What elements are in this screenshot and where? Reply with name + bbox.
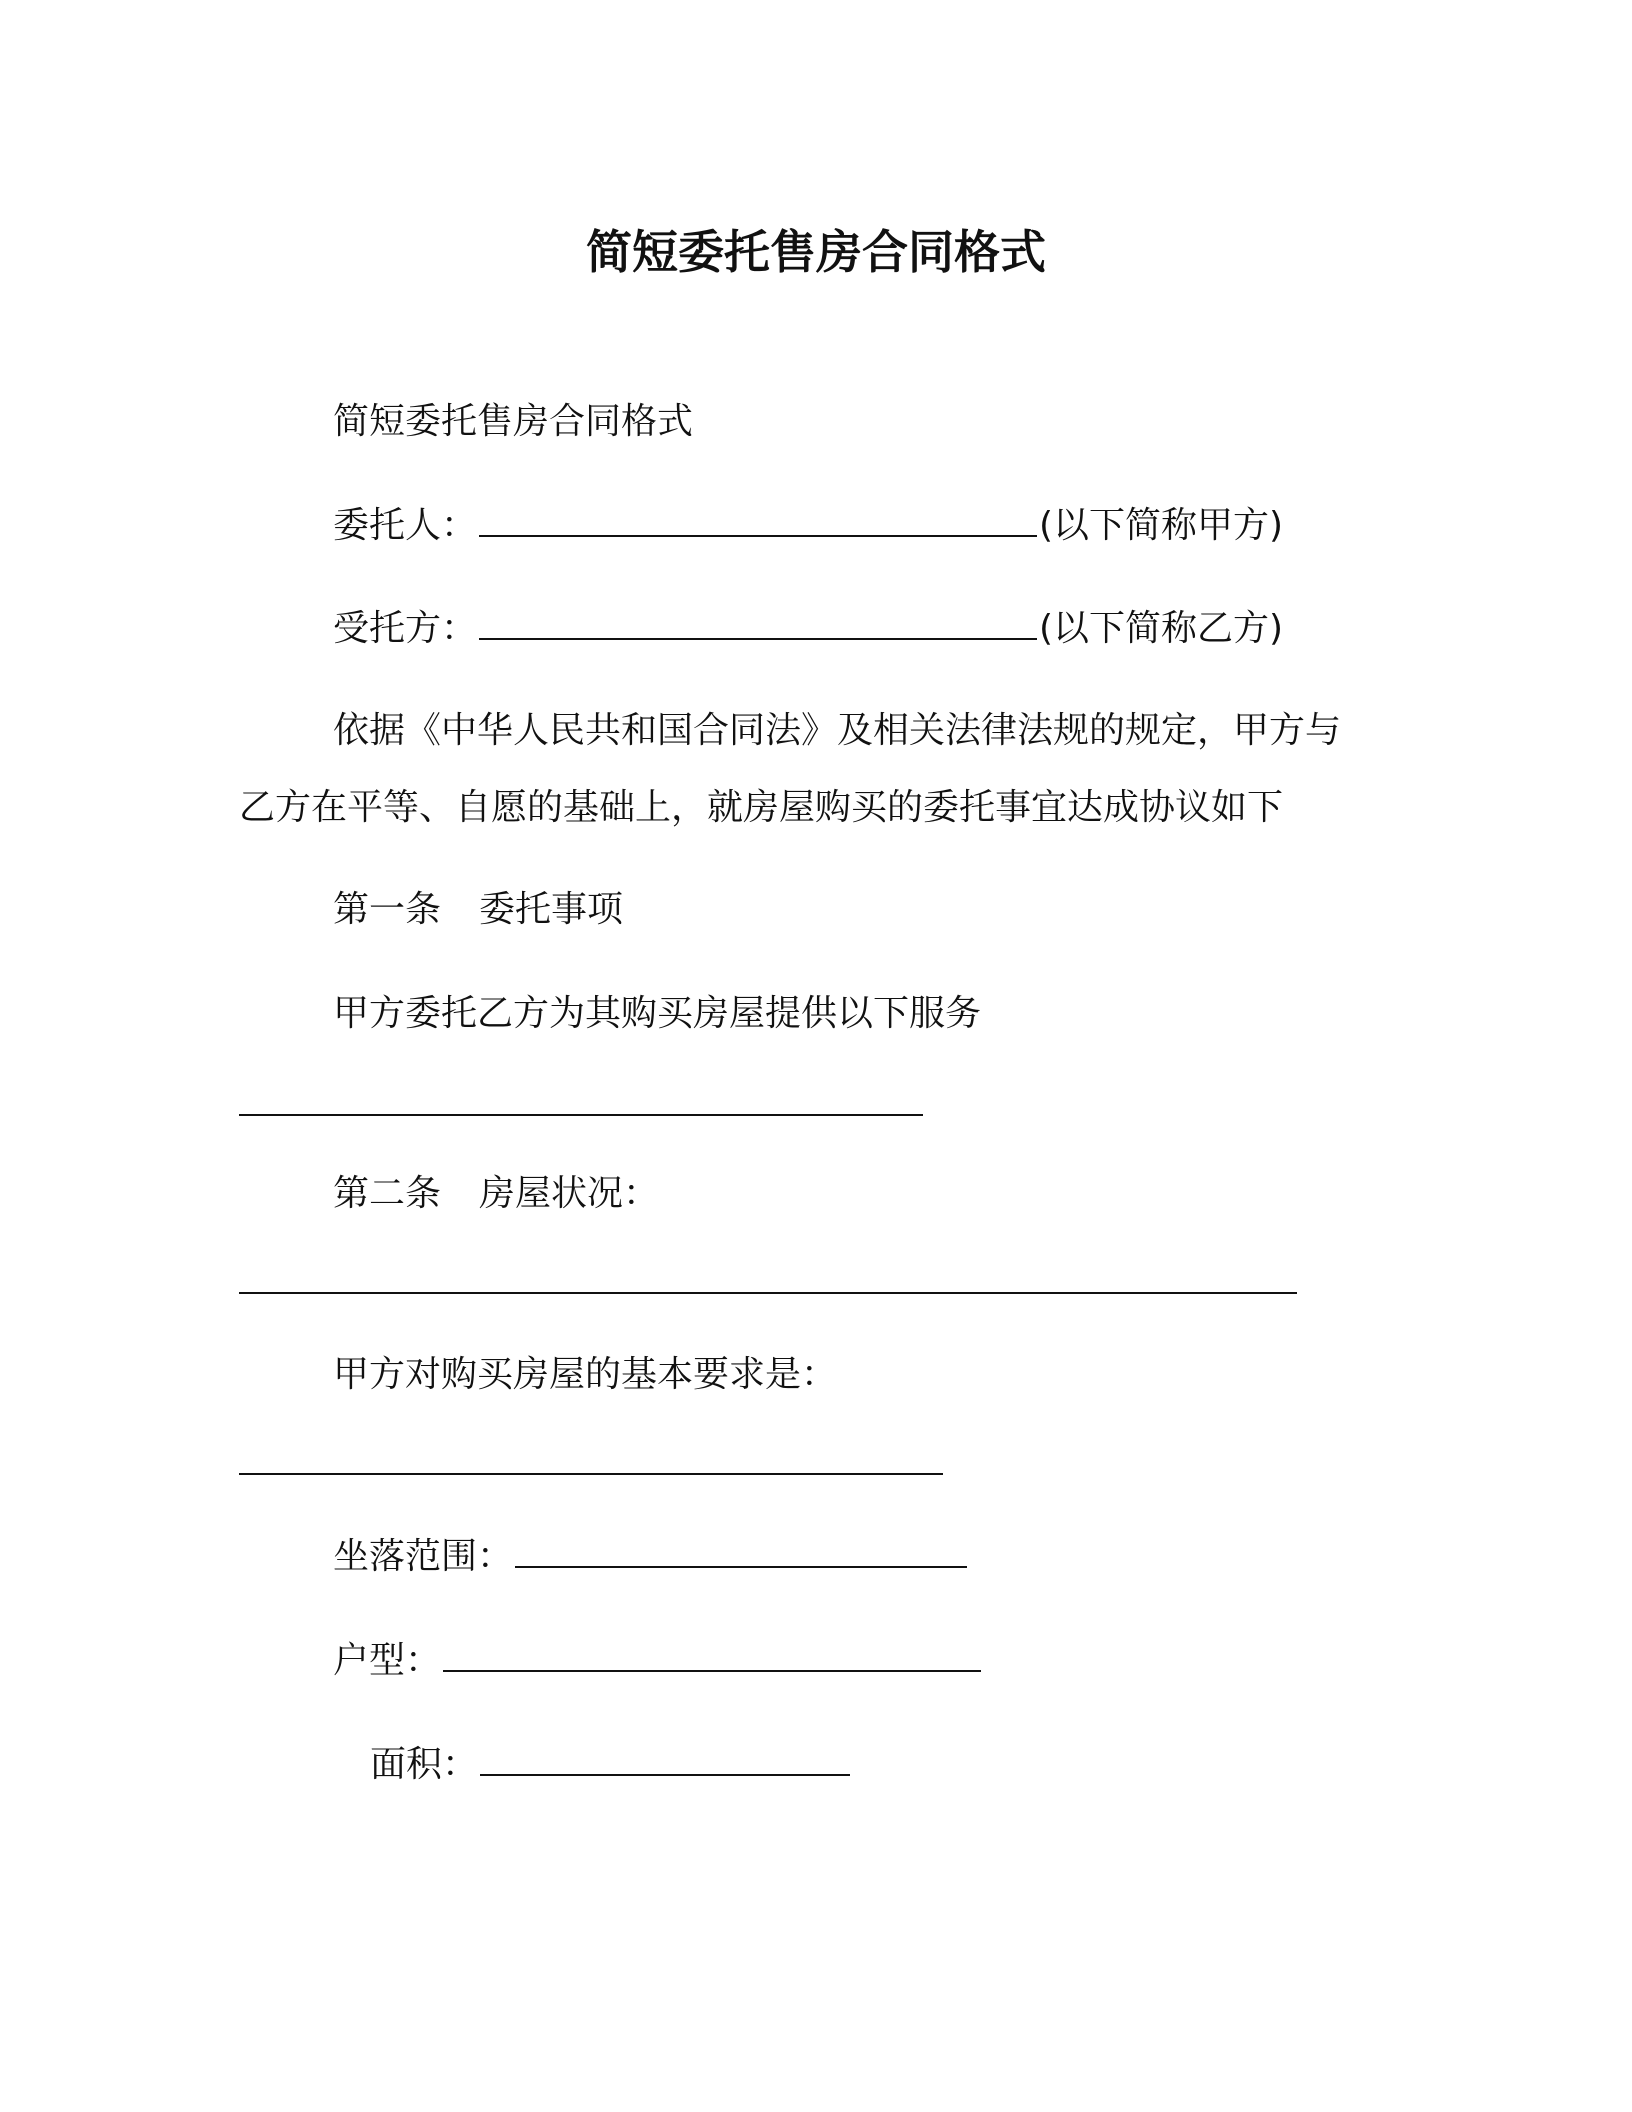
area-label: 面积： <box>370 1744 479 1785</box>
article-2-title: 房屋状况： <box>479 1173 660 1214</box>
article-1-text: 甲方委托乙方为其购买房屋提供以下服务 <box>333 993 982 1034</box>
preamble-line-2: 乙方在平等、自愿的基础上，就房屋购买的委托事宜达成协议如下 <box>239 787 1284 828</box>
agent-blank[interactable] <box>479 604 1037 640</box>
house-condition-blank-line[interactable] <box>239 1292 1297 1294</box>
article-1-number: 第一条 <box>333 889 442 930</box>
document-heading: 简短委托售房合同格式 <box>333 401 694 442</box>
article-2-heading <box>333 1170 659 1218</box>
article-2-number: 第二条 <box>333 1173 442 1214</box>
requirements-blank-line[interactable] <box>239 1473 943 1475</box>
article-1-title: 委托事项 <box>479 889 624 930</box>
area-blank[interactable] <box>480 1740 850 1776</box>
article-1-heading <box>333 886 623 934</box>
location-line <box>333 1532 969 1581</box>
agent-suffix: (以下简称乙方) <box>1039 608 1284 649</box>
agent-label: 受托方： <box>333 608 478 649</box>
layout-line <box>333 1636 983 1685</box>
services-blank-line[interactable] <box>239 1114 923 1116</box>
principal-blank[interactable] <box>479 501 1037 537</box>
principal-label: 委托人： <box>333 505 478 546</box>
document-title: 简短委托售房合同格式 <box>586 225 1046 279</box>
requirements-text: 甲方对购买房屋的基本要求是： <box>333 1354 838 1395</box>
location-blank[interactable] <box>515 1532 967 1568</box>
principal-suffix: (以下简称甲方) <box>1039 505 1284 546</box>
layout-label: 户型： <box>333 1640 442 1681</box>
layout-blank[interactable] <box>443 1636 981 1672</box>
preamble-line-1: 依据《中华人民共和国合同法》及相关法律法规的规定，甲方与 <box>333 710 1342 751</box>
principal-line <box>333 501 1283 550</box>
location-label: 坐落范围： <box>333 1536 514 1577</box>
area-line <box>370 1740 852 1789</box>
agent-line <box>333 604 1283 653</box>
